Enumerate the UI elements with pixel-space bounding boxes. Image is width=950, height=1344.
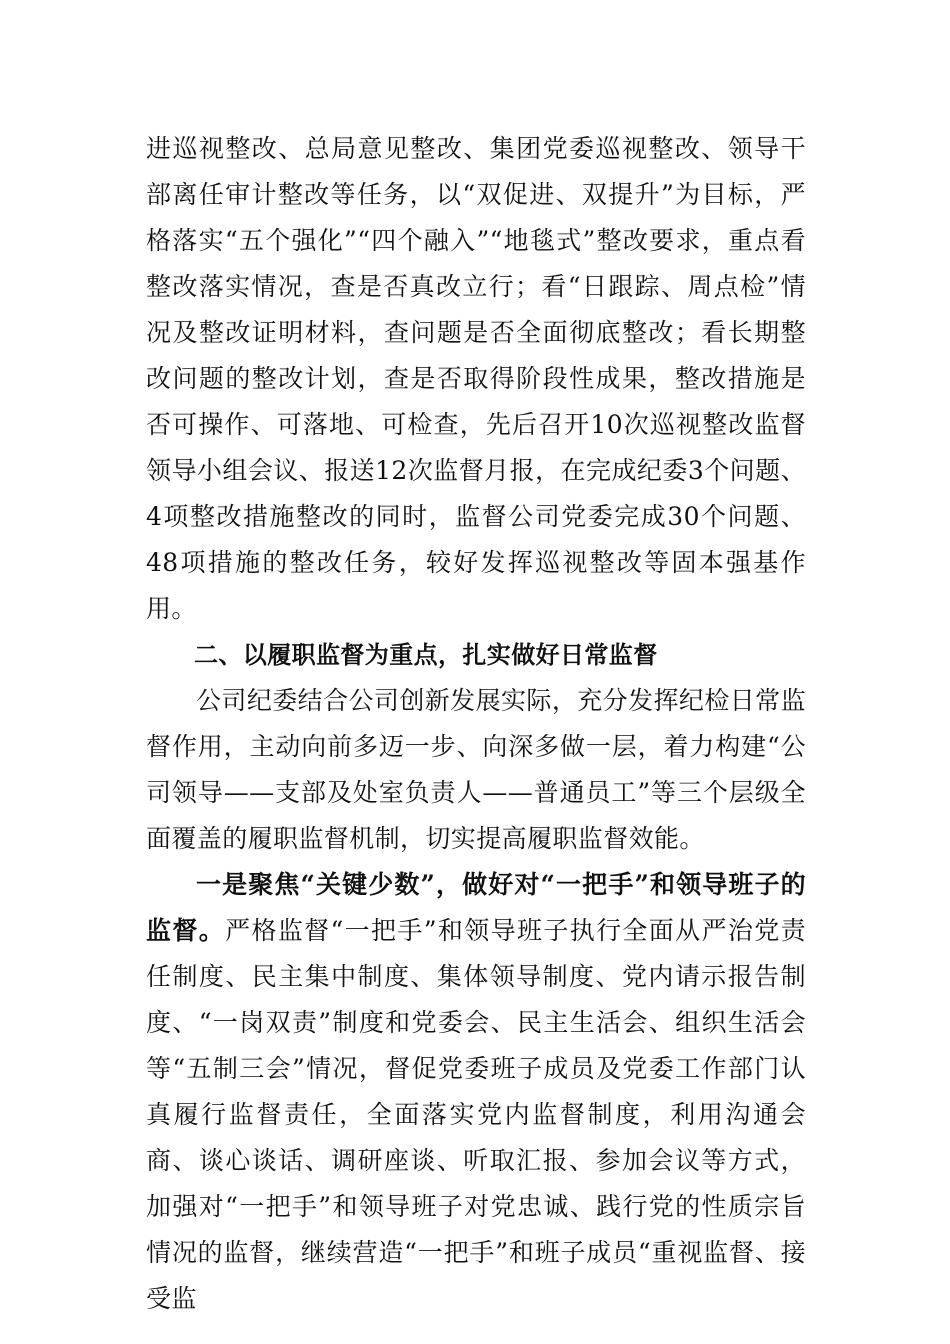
paragraph-key-minority bbox=[146, 862, 806, 1322]
paragraph-rectification: 进巡视整改、总局意见整改、集团党委巡视整改、领导干部离任审计整改等任务，以“双促进、双提升”为目标，严格落实“五个强化”“四个融入”“地毯式”整改要求，重点看整改落实情况，查是否真改立行；看“日跟踪、周点检”情况及整改证明材料，查问题是否全面彻底整改；看长期整改问题的整改计划，查是否取得阶段性成果，整改措施是否可操作、可落地、可检查，先后召开10次巡视整改监督领导小组会议、报送12次监督月报，在完成纪委3个问题、4项整改措施整改的同时，监督公司党委完成30个问题、48项措施的整改任务，较好发挥巡视整改等固本强基作用。 bbox=[146, 134, 806, 623]
document-body bbox=[146, 126, 806, 1322]
paragraph-body-key-minority: 严格监督“一把手”和领导班子执行全面从严治党责任制度、民主集中制度、集体领导制度、党内请示报告制度、“一岗双责”制度和党委会、民主生活会、组织生活会等“五制三会”情况，督促党委班子成员及党委工作部门认真履行监督责任，全面落实党内监督制度，利用沟通会商、谈心谈话、调研座谈、听取汇报、参加会议等方式，加强对“一把手”和领导班子对党忠诚、践行党的性质宗旨情况的监督，继续营造“一把手”和班子成员“重视监督、接受监 bbox=[146, 916, 807, 1313]
paragraph-daily-supervision bbox=[146, 678, 806, 862]
paragraph-daily-supervision-text: 公司纪委结合公司创新发展实际，充分发挥纪检日常监督作用，主动向前多迈一步、向深多做一层，着力构建“公司领导——支部及处室负责人——普通员工”等三个层级全面覆盖的履职监督机制，切实提高履职监督效能。 bbox=[146, 686, 806, 853]
paragraph-lead-key-minority: 一是聚焦“关键少数”，做好对“一把手”和领导班子的监督。 bbox=[146, 870, 806, 945]
section-heading-2: 二、以履职监督为重点，扎实做好日常监督 bbox=[194, 641, 658, 669]
